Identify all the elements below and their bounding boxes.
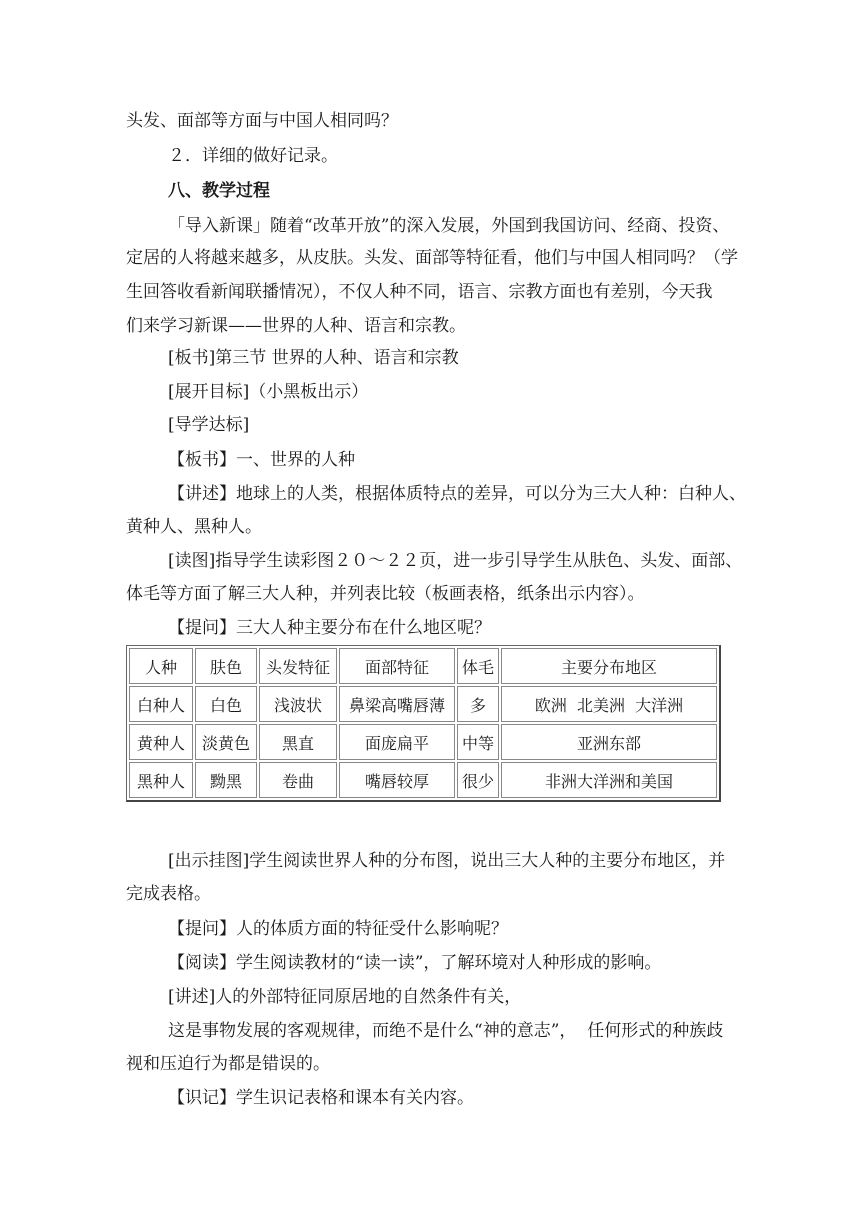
text-line: 【提问】人的体质方面的特征受什么影响呢？ — [168, 919, 508, 939]
table-cell: 浅波状 — [259, 686, 337, 722]
text-line: [板书]第三节 世界的人种、语言和宗教 — [168, 348, 459, 368]
table-cell: 很少 — [457, 762, 499, 798]
text-line: [导学达标] — [168, 415, 250, 435]
text-line: 【阅读】学生阅读教材的“读一读”，了解环境对人种形成的影响。 — [168, 953, 662, 973]
text-line: 定居的人将越来越多，从皮肤。头发、面部等特征看，他们与中国人相同吗？（学 — [126, 248, 738, 268]
table-cell: 白种人 — [129, 686, 193, 722]
table-header-cell: 肤色 — [195, 648, 257, 684]
table-header-cell: 人种 — [129, 648, 193, 684]
text-line: [展开目标]（小黑板出示） — [168, 382, 369, 402]
text-line: 【提问】三大人种主要分布在什么地区呢？ — [168, 618, 491, 638]
text-line: 视和压迫行为都是错误的。 — [126, 1054, 330, 1074]
table-cell: 鼻梁高嘴唇薄 — [339, 686, 455, 722]
table-cell: 亚洲东部 — [501, 724, 717, 760]
table-cell: 卷曲 — [259, 762, 337, 798]
section-heading: 八、教学过程 — [168, 181, 270, 201]
table-cell: 白色 — [195, 686, 257, 722]
table-cell: 黑种人 — [129, 762, 193, 798]
table-cell: 多 — [457, 686, 499, 722]
table-cell: 黄种人 — [129, 724, 193, 760]
table-header-cell: 面部特征 — [339, 648, 455, 684]
text-line: 「导入新课」随着“改革开放”的深入发展，外国到我国访问、经商、投资、 — [168, 216, 730, 236]
table-cell: 嘴唇较厚 — [339, 762, 455, 798]
text-line: 黄种人、黑种人。 — [126, 517, 262, 537]
text-line: 【板书】一、世界的人种 — [168, 450, 355, 470]
text-line: 【讲述】地球上的人类，根据体质特点的差异，可以分为三大人种：白种人、 — [168, 484, 746, 504]
table-cell: 非洲大洋洲和美国 — [501, 762, 717, 798]
table-header-cell: 头发特征 — [259, 648, 337, 684]
table-cell: 欧洲 北美洲 大洋洲 — [501, 686, 717, 722]
text-line: 【识记】学生识记表格和课本有关内容。 — [168, 1088, 474, 1108]
text-line: 完成表格。 — [126, 884, 211, 904]
table-row — [129, 686, 717, 722]
table-cell: 面庞扁平 — [339, 724, 455, 760]
table-header-row — [129, 648, 717, 684]
table-header-cell: 体毛 — [457, 648, 499, 684]
text-line: [读图]指导学生读彩图２０～２２页，进一步引导学生从肤色、头发、面部、 — [168, 551, 743, 571]
text-line: [讲述]人的外部特征同原居地的自然条件有关， — [168, 987, 522, 1007]
text-line: 头发、面部等方面与中国人相同吗？ — [126, 111, 398, 131]
text-line: [出示挂图]学生阅读世界人种的分布图，说出三大人种的主要分布地区，并 — [168, 851, 726, 871]
text-line: ２．详细的做好记录。 — [168, 146, 338, 166]
table-row — [129, 724, 717, 760]
table-header-cell: 主要分布地区 — [501, 648, 717, 684]
table-cell: 黑直 — [259, 724, 337, 760]
table-row — [129, 762, 717, 798]
text-line: 们来学习新课——世界的人种、语言和宗教。 — [126, 316, 466, 336]
table-cell: 黝黑 — [195, 762, 257, 798]
table-cell: 淡黄色 — [195, 724, 257, 760]
table-cell: 中等 — [457, 724, 499, 760]
races-table — [126, 645, 721, 802]
text-line: 体毛等方面了解三大人种，并列表比较（板画表格，纸条出示内容）。 — [126, 584, 645, 604]
text-line: 这是事物发展的客观规律，而绝不是什么“神的意志”， 任何形式的种族歧 — [168, 1021, 724, 1041]
text-line: 生回答收看新闻联播情况），不仅人种不同，语言、宗教方面也有差别，今天我 — [126, 282, 713, 302]
